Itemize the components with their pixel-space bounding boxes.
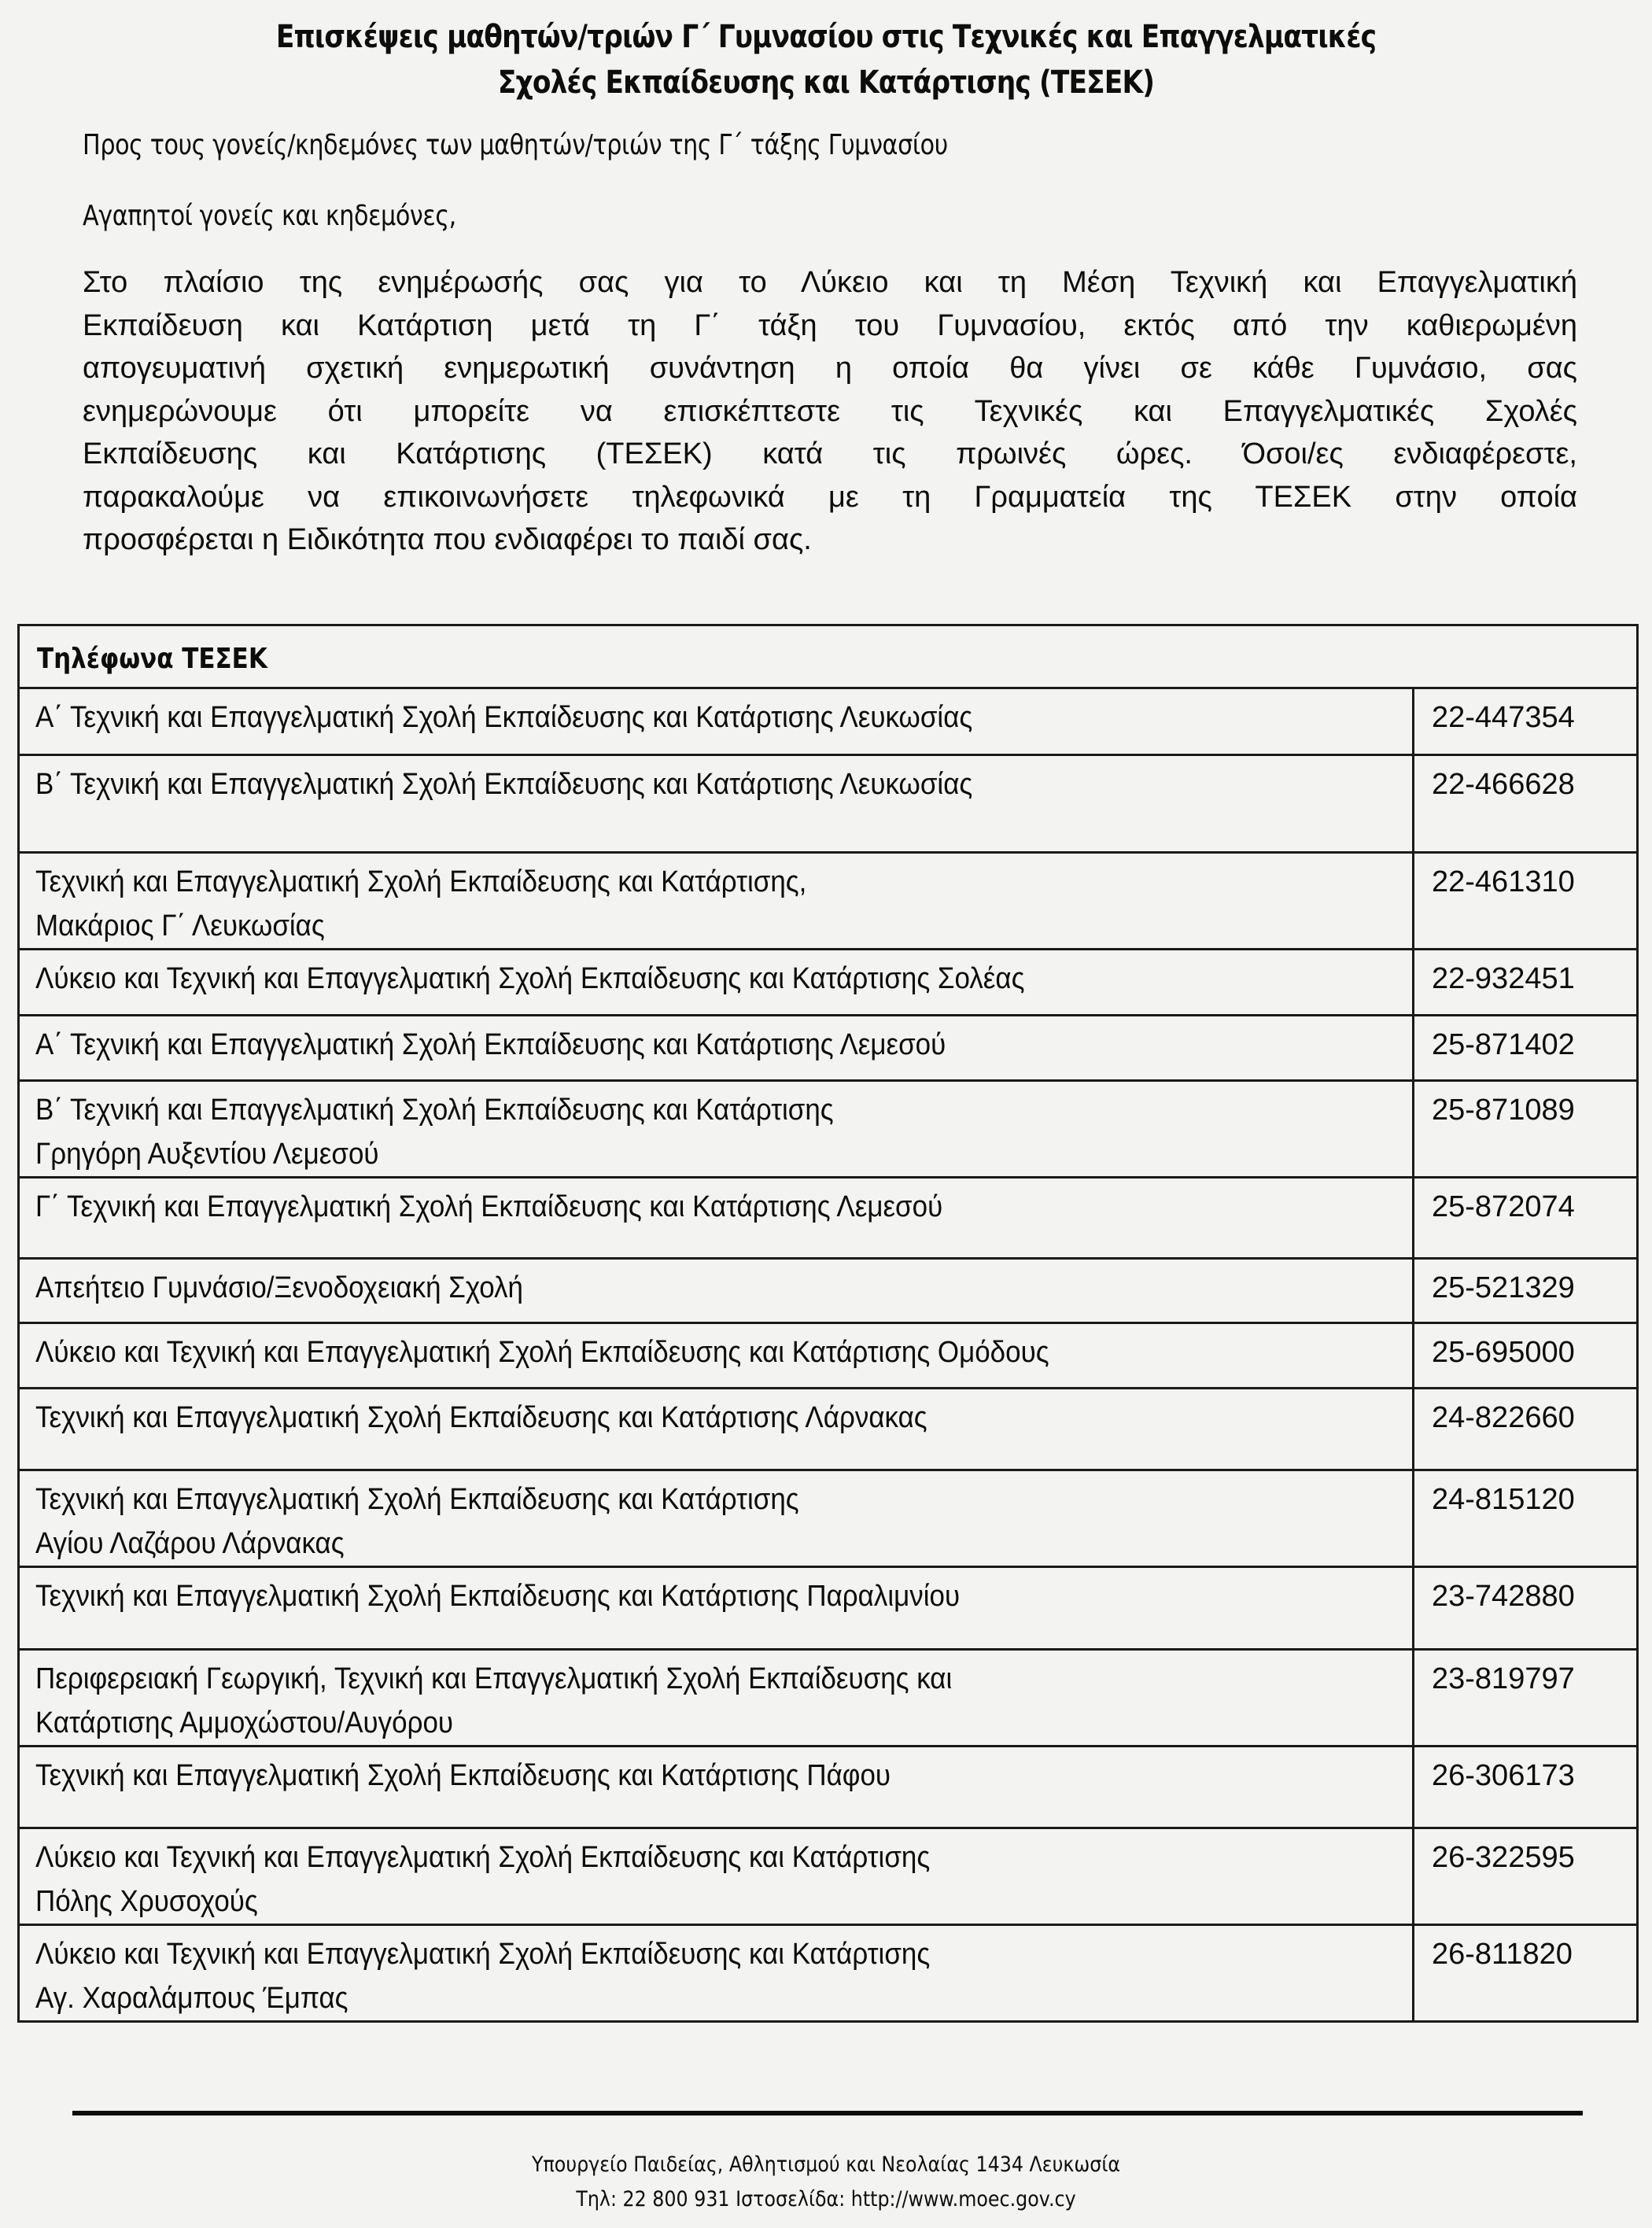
school-name-cell [19, 1828, 1414, 1925]
school-name: Λύκειο και Τεχνική και Επαγγελματική Σχολή Εκπαίδευσης και Κατάρτισης Ομόδους [35, 1336, 1049, 1369]
school-name-line-2: Αγίου Λαζάρου Λάρνακας [35, 1527, 345, 1560]
phone-number: 23-742880 [1414, 1567, 1638, 1650]
body-line: απογευματινή σχετική ενημερωτική συνάντηση η οποία θα γίνει σε κάθε Γυμνάσιο, σας [83, 352, 1577, 385]
table-header-cell [19, 625, 1638, 688]
phone-number: 25-872074 [1414, 1178, 1638, 1259]
school-name: Α΄ Τεχνική και Επαγγελματική Σχολή Εκπαίδευσης και Κατάρτισης Λευκωσίας [35, 701, 973, 734]
phone-number: 22-447354 [1414, 688, 1638, 755]
school-name-line-2: Πόλης Χρυσοχούς [35, 1885, 258, 1918]
school-name: Α΄ Τεχνική και Επαγγελματική Σχολή Εκπαίδευσης και Κατάρτισης Λεμεσού [35, 1028, 946, 1061]
footer-divider [72, 2111, 1583, 2115]
addressee-line: Προς τους γονείς/κηδεμόνες των μαθητών/τριών της Γ΄ τάξης Γυμνασίου [83, 129, 948, 161]
school-name: Απεήτειο Γυμνάσιο/Ξενοδοχειακή Σχολή [35, 1271, 523, 1304]
phone-number: 22-466628 [1414, 755, 1638, 853]
school-name-cell [19, 1389, 1414, 1470]
school-name: Λύκειο και Τεχνική και Επαγγελματική Σχολή Εκπαίδευσης και Κατάρτισης Σολέας [35, 962, 1025, 995]
table-row [19, 1925, 1638, 2022]
school-name-line-2: Μακάριος Γ΄ Λευκωσίας [35, 909, 325, 942]
body-line: προσφέρεται η Ειδικότητα που ενδιαφέρει το παιδί σας. [83, 523, 812, 556]
title-line-1: Επισκέψεις μαθητών/τριών Γ΄ Γυμνασίου στις Τεχνικές και Επαγγελματικές [275, 19, 1377, 55]
table-header-row [19, 625, 1638, 688]
body-line: Στο πλαίσιο της ενημέρωσής σας για το Λύκειο και τη Μέση Τεχνική και Επαγγελματική [83, 266, 1577, 299]
footer-contact: Τηλ: 22 800 931 Ιστοσελίδα: http://www.moec.gov.cy [576, 2187, 1076, 2211]
table-row [19, 1323, 1638, 1389]
table-row [19, 1178, 1638, 1259]
school-name: Τεχνική και Επαγγελματική Σχολή Εκπαίδευσης και Κατάρτισης, [35, 865, 807, 898]
table-row [19, 1828, 1638, 1925]
table-row [19, 755, 1638, 853]
school-name-cell [19, 1925, 1414, 2022]
greeting-line: Αγαπητοί γονείς και κηδεμόνες, [83, 200, 456, 232]
phone-number: 22-932451 [1414, 950, 1638, 1016]
phone-number: 26-322595 [1414, 1828, 1638, 1925]
table-row [19, 1259, 1638, 1323]
school-name-cell [19, 950, 1414, 1016]
table-row [19, 688, 1638, 755]
phone-number: 25-521329 [1414, 1259, 1638, 1323]
table-row [19, 1016, 1638, 1081]
school-name-cell [19, 1178, 1414, 1259]
table-row [19, 1650, 1638, 1747]
school-name-cell [19, 755, 1414, 853]
phone-number: 24-822660 [1414, 1389, 1638, 1470]
table-row [19, 950, 1638, 1016]
table-row [19, 1747, 1638, 1828]
school-name-cell [19, 1747, 1414, 1828]
phone-number: 24-815120 [1414, 1470, 1638, 1567]
phone-number: 25-871089 [1414, 1081, 1638, 1178]
school-name: Β΄ Τεχνική και Επαγγελματική Σχολή Εκπαίδευσης και Κατάρτισης Λευκωσίας [35, 768, 973, 801]
phone-number: 26-306173 [1414, 1747, 1638, 1828]
school-name-line-2: Αγ. Χαραλάμπους Έμπας [35, 1982, 348, 2015]
school-name: Β΄ Τεχνική και Επαγγελματική Σχολή Εκπαίδευσης και Κατάρτισης [35, 1094, 834, 1127]
school-name-cell [19, 1081, 1414, 1178]
school-name-cell [19, 853, 1414, 950]
phone-number: 26-811820 [1414, 1925, 1638, 2022]
body-line: Εκπαίδευσης και Κατάρτισης (ΤΕΣΕΚ) κατά τις πρωινές ώρες. Όσοι/ες ενδιαφέρεστε, [83, 437, 1577, 470]
body-line: Εκπαίδευση και Κατάρτιση μετά τη Γ΄ τάξη του Γυμνασίου, εκτός από την καθιερωμένη [83, 308, 1577, 342]
school-name: Περιφερειακή Γεωργική, Τεχνική και Επαγγελματική Σχολή Εκπαίδευσης και [35, 1662, 953, 1695]
school-name-cell [19, 1470, 1414, 1567]
table-row [19, 1081, 1638, 1178]
body-paragraph [83, 261, 1577, 562]
school-name: Γ΄ Τεχνική και Επαγγελματική Σχολή Εκπαίδευσης και Κατάρτισης Λεμεσού [35, 1190, 943, 1223]
school-name: Τεχνική και Επαγγελματική Σχολή Εκπαίδευσης και Κατάρτισης [35, 1483, 799, 1516]
school-name-cell [19, 1259, 1414, 1323]
school-name-cell [19, 688, 1414, 755]
table-row [19, 1567, 1638, 1650]
table-row [19, 853, 1638, 950]
school-name: Τεχνική και Επαγγελματική Σχολή Εκπαίδευσης και Κατάρτισης Λάρνακας [35, 1401, 927, 1434]
body-line: παρακαλούμε να επικοινωνήσετε τηλεφωνικά με τη Γραμματεία της ΤΕΣΕΚ στην οποία [83, 480, 1577, 514]
school-name-cell [19, 1323, 1414, 1389]
table-header-label: Τηλέφωνα ΤΕΣΕΚ [37, 643, 267, 675]
school-name-line-2: Κατάρτισης Αμμοχώστου/Αυγόρου [35, 1706, 454, 1739]
school-name-line-2: Γρηγόρη Αυξεντίου Λεμεσού [35, 1138, 379, 1171]
table-row [19, 1389, 1638, 1470]
body-line: ενημερώνουμε ότι μπορείτε να επισκέπτεστε τις Τεχνικές και Επαγγελματικές Σχολές [83, 394, 1577, 428]
phone-number: 25-871402 [1414, 1016, 1638, 1081]
school-name-cell [19, 1567, 1414, 1650]
school-name: Τεχνική και Επαγγελματική Σχολή Εκπαίδευσης και Κατάρτισης Παραλιμνίου [35, 1580, 961, 1613]
phone-number: 25-695000 [1414, 1323, 1638, 1389]
school-name: Λύκειο και Τεχνική και Επαγγελματική Σχολή Εκπαίδευσης και Κατάρτισης [35, 1841, 931, 1874]
phone-number: 22-461310 [1414, 853, 1638, 950]
school-name: Λύκειο και Τεχνική και Επαγγελματική Σχολή Εκπαίδευσης και Κατάρτισης [35, 1938, 931, 1971]
tesek-phone-table [17, 624, 1639, 2023]
title-line-2: Σχολές Εκπαίδευσης και Κατάρτισης (ΤΕΣΕΚ) [497, 65, 1155, 101]
table-row [19, 1470, 1638, 1567]
phone-number: 23-819797 [1414, 1650, 1638, 1747]
school-name-cell [19, 1650, 1414, 1747]
footer [0, 2148, 1652, 2217]
document-title [116, 14, 1536, 105]
footer-address: Υπουργείο Παιδείας, Αθλητισμού και Νεολαίας 1434 Λευκωσία [531, 2152, 1121, 2177]
school-name-cell [19, 1016, 1414, 1081]
school-name: Τεχνική και Επαγγελματική Σχολή Εκπαίδευσης και Κατάρτισης Πάφου [35, 1759, 891, 1792]
